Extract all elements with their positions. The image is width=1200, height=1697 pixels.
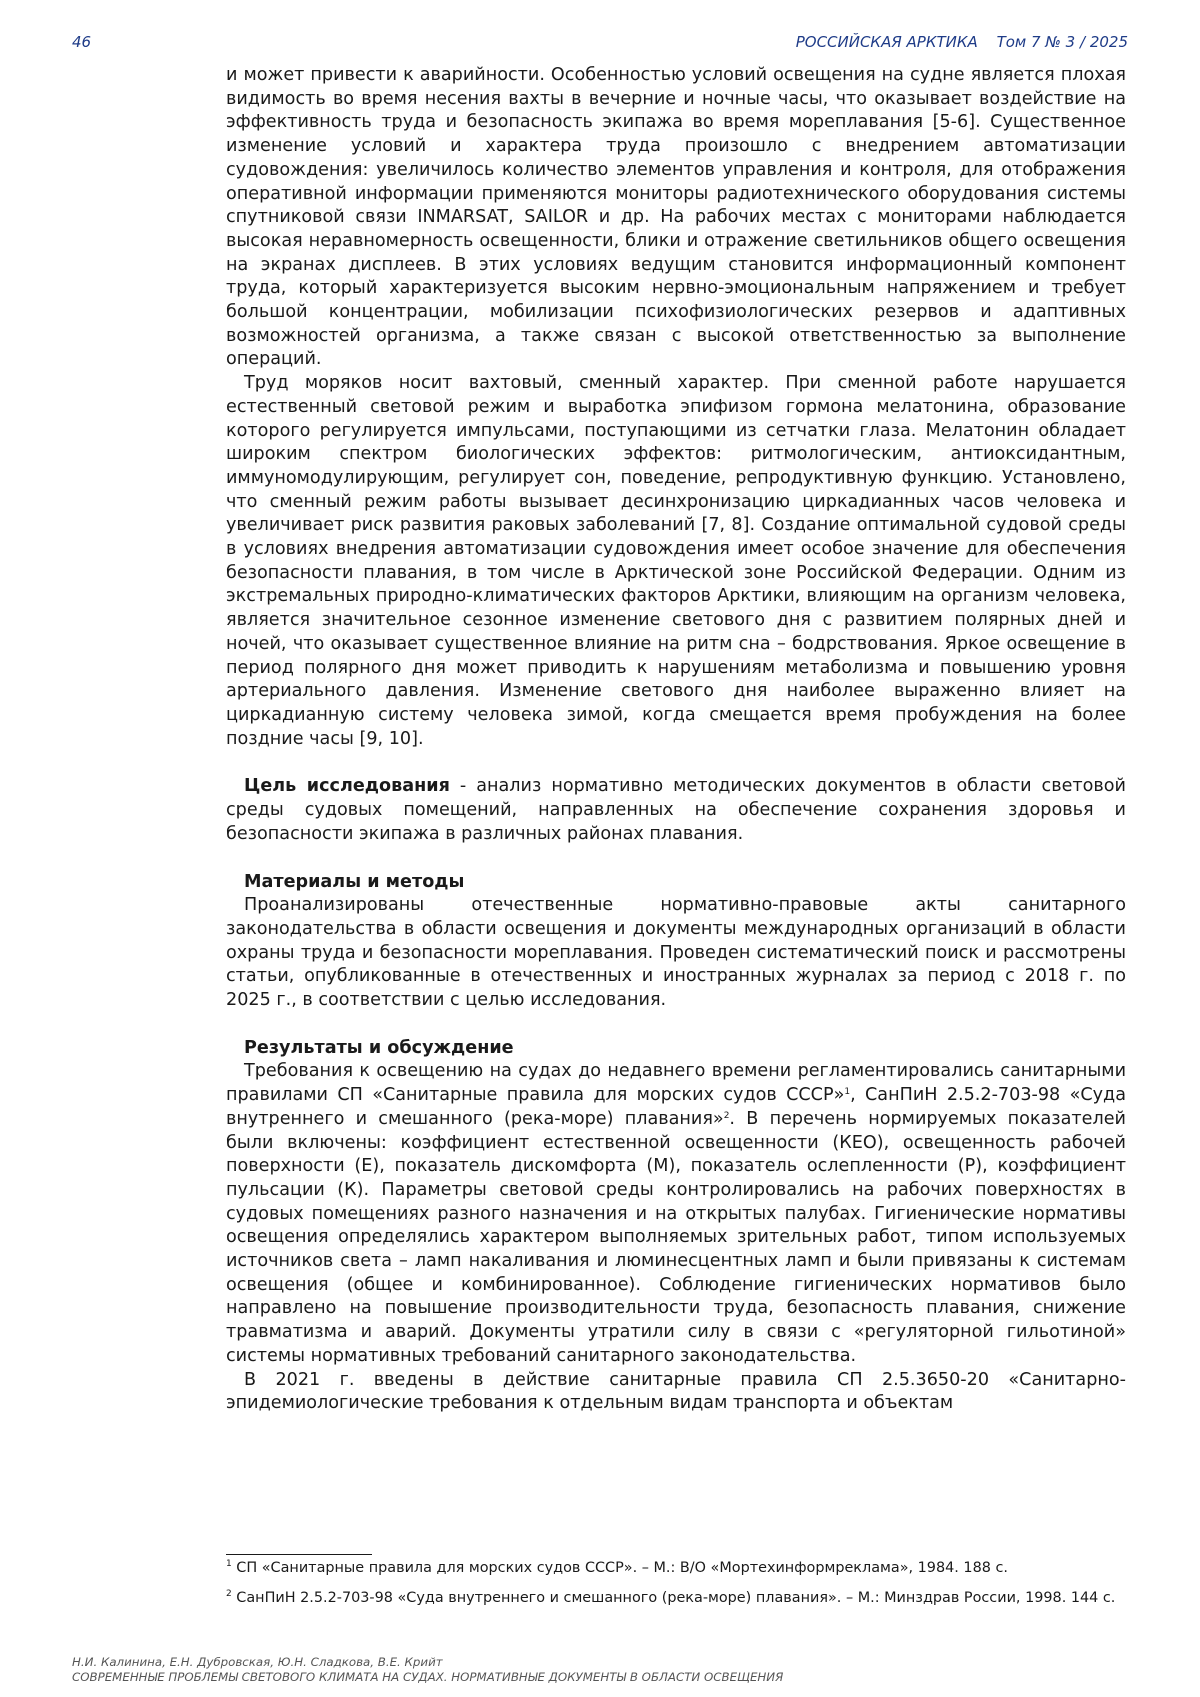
aim-text: - анализ нормативно методических документов в области световой среды судовых помещений, направленных на обеспечение сохранения здоровья и безопасности экипажа в различных районах плавания. (226, 776, 1126, 844)
article-body (226, 64, 1126, 1416)
running-head (796, 33, 1128, 51)
journal-title: РОССИЙСКАЯ АРКТИКА (795, 33, 978, 51)
spacer (226, 847, 1126, 871)
paragraph-continuation: и может привести к аварийности. Особенностью условий освещения на судне является плохая видимость во время несения вахты в вечерние и ночные часы, что оказывает воздействие на эффективность труда и безопасность экипажа во время мореплавания [5-6]. Существенное изменение условий и характера труда произошло с внедрением автоматизации судовождения: увеличилось количество элементов управления и контроля, для отображения оперативной информации применяются мониторы радиотехнического оборудования системы спутниковой связи INMARSAT, SAILOR и др. На рабочих местах с мониторами наблюдается высокая неравномерность освещенности, блики и отражение светильников общего освещения на экранах дисплеев. В этих условиях ведущим становится информационный компонент труда, который характеризуется высоким нервно-эмоциональным напряжением и требует большой концентрации, мобилизации психофизиологических резервов и адаптивных возможностей организма, а также связан с высокой ответственностью за выполнение операций. (226, 65, 1126, 370)
footnote-1 (226, 1558, 1126, 1578)
page-footer (72, 1655, 783, 1685)
footnote-text: СанПиН 2.5.2-703-98 «Суда внутреннего и смешанного (река-море) плавания». – М.: Минздрав России, 1998. 144 с. (231, 1590, 1116, 1606)
methods-paragraph: Проанализированы отечественные нормативно-правовые акты санитарного законодательства в области освещения и документы международных организаций в области охраны труда и безопасности мореплавания. Проведен систематический поиск и рассмотрены статьи, опубликованные в отечественных и иностранных журналах за период с 2018 г. по 2025 г., в соответствии с целью исследования. (226, 895, 1126, 1011)
footnote-text: СП «Санитарные правила для морских судов СССР». – М.: В/О «Мортехинформреклама», 1984. 188 с. (231, 1560, 1008, 1576)
issue-label: Том 7 № 3 / 2025 (996, 33, 1128, 51)
footnote-ref-2[interactable]: 2 (723, 1110, 730, 1121)
footer-article-title: СОВРЕМЕННЫЕ ПРОБЛЕМЫ СВЕТОВОГО КЛИМАТА НА СУДАХ. НОРМАТИВНЫЕ ДОКУМЕНТЫ В ОБЛАСТИ ОСВЕЩЕНИЯ (72, 1670, 784, 1684)
footnote-2 (226, 1588, 1126, 1608)
results-text-b: , СанПиН 2.5.2-703-98 «Суда внутреннего и смешанного (река-море) плавания» (226, 1085, 1127, 1129)
footnote-divider (226, 1554, 372, 1555)
footer-authors: Н.И. Калинина, Е.Н. Дубровская, Ю.Н. Сладкова, В.Е. Крийт (72, 1655, 443, 1669)
footnote-ref-1[interactable]: 1 (844, 1087, 851, 1098)
spacer (226, 1013, 1126, 1037)
footnotes (226, 1558, 1126, 1618)
footnote-mark: 2 (226, 1589, 232, 1599)
paragraph-shift-work: Труд моряков носит вахтовый, сменный характер. При сменной работе нарушается естественный световой режим и выработка эпифизом гормона мелатонина, образование которого регулируется импульсами, поступающими из сетчатки глаза. Мелатонин обладает широким спектром биологических эффектов: ритмологическим, антиоксидантным, иммуномодулирующим, регулирует сон, поведение, репродуктивную функцию. Установлено, что сменный режим работы вызывает десинхронизацию циркадианных часов человека и увеличивает риск развития раковых заболеваний [7, 8]. Создание оптимальной судовой среды в условиях внедрения автоматизации судовождения имеет особое значение для обеспечения безопасности плавания, в том числе в Арктической зоне Российской Федерации. Одним из экстремальных природно-климатических факторов Арктики, влияющим на организм человека, является значительное сезонное изменение светового дня с развитием полярных дней и ночей, что оказывает существенное влияние на ритм сна – бодрствования. Яркое освещение в период полярного дня может приводить к нарушениям метаболизма и повышению уровня артериального давления. Изменение светового дня наиболее выраженно влияет на циркадианную систему человека зимой, когда смещается время пробуждения на более поздние часы [9, 10]. (226, 373, 1126, 749)
results-text-a: Требования к освещению на судах до недавнего времени регламентировались санитарными правилами СП «Санитарные правила для морских судов СССР» (226, 1061, 1126, 1106)
results-text-c: . В перечень нормируемых показателей были включены: коэффициент естественной освещенности (КЕО), освещенность рабочей поверхности (Е), показатель дискомфорта (М), показатель ослепленности (Р), коэффициент пульсации (К). Параметры световой среды контролировались на рабочих поверхностях в судовых помещениях разного назначения и на открытых палубах. Гигиенические нормативы освещения определялись характером выполняемых зрительных работ, типом используемых источников света – ламп накаливания и люминесцентных ламп и были привязаны к системам освещения (общее и комбинированное). Соблюдение гигиенических нормативов было направлено на повышение производительности труда, безопасность плавания, снижение травматизма и аварий. Документы утратили силу в связи с «регуляторной гильотиной» системы нормативных требований санитарного законодательства. (226, 1108, 1126, 1366)
footnote-mark: 1 (226, 1559, 232, 1569)
results-paragraph-2: В 2021 г. введены в действие санитарные правила СП 2.5.3650-20 «Санитарно-эпидемиологические требования к отдельным видам транспорта и объектам (226, 1369, 1126, 1414)
methods-heading: Материалы и методы (244, 871, 465, 892)
results-heading: Результаты и обсуждение (244, 1037, 514, 1058)
page-number: 46 (72, 33, 92, 51)
results-paragraph-1 (226, 1060, 1126, 1368)
aim-paragraph (226, 775, 1126, 846)
spacer (226, 751, 1126, 775)
aim-term: Цель исследования (244, 776, 450, 797)
